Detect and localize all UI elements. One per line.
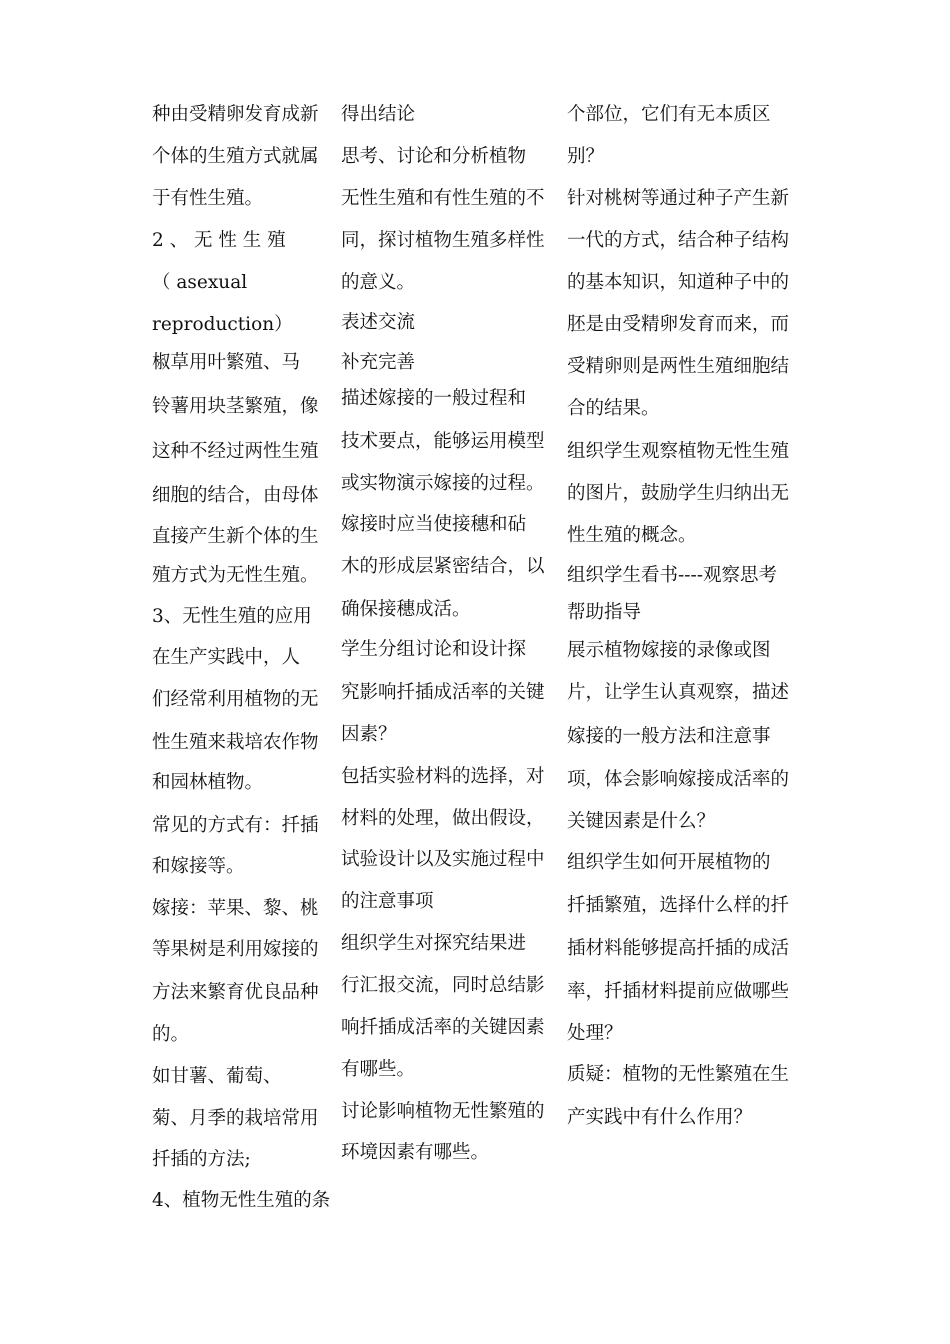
text-line: 组织学生观察植物无性生殖: [567, 441, 790, 462]
text-line: 的。: [152, 1024, 190, 1045]
text-line: 描述嫁接的一般过程和: [341, 388, 527, 409]
text-line: 合的结果。: [567, 398, 660, 419]
text-line: 同，探讨植物生殖多样性: [341, 230, 545, 251]
text-line: 组织学生看书----观察思考: [567, 565, 778, 586]
text-line: 细胞的结合，由母体: [152, 485, 319, 506]
text-line: 扦插繁殖，选择什么样的扦: [567, 895, 790, 916]
text-line: 材料的处理，做出假设，: [341, 808, 545, 829]
text-line: 胚是由受精卵发育而来，而: [567, 314, 790, 335]
text-line: 片，让学生认真观察，描述: [567, 682, 790, 703]
text-line: 补充完善: [341, 352, 416, 373]
text-line: 一代的方式，结合种子结构: [567, 230, 790, 251]
text-line: reproduction）: [152, 314, 293, 335]
text-line: 究影响扦插成活率的关键: [341, 682, 545, 703]
text-line: 展示植物嫁接的录像或图: [567, 640, 771, 661]
text-line: 包括实验材料的选择，对: [341, 766, 545, 787]
text-line: 帮助指导: [567, 602, 642, 623]
text-line: 针对桃树等通过种子产生新: [567, 188, 790, 209]
text-line: 响扦插成活率的关键因素: [341, 1017, 545, 1038]
text-line: 方法来繁育优良品种: [152, 982, 319, 1003]
text-line: 思考、讨论和分析植物: [341, 146, 527, 167]
text-line: 别？: [567, 146, 605, 167]
text-line: 和嫁接等。: [152, 856, 245, 877]
text-line: 等果树是利用嫁接的: [152, 939, 319, 960]
text-line: 插材料能够提高扦插的成活: [567, 938, 790, 959]
text-line: 确保接穗成活。: [341, 599, 471, 620]
text-line: 铃薯用块茎繁殖，像: [152, 396, 319, 417]
text-line: 嫁接的一般方法和注意事: [567, 726, 771, 747]
text-line: 组织学生对探究结果进: [341, 933, 527, 954]
text-line: 嫁接时应当使接穗和砧: [341, 514, 527, 535]
text-line: 表述交流: [341, 312, 416, 333]
section-heading: 4、植物无性生殖的条: [152, 1190, 331, 1211]
text-line: 的注意事项: [341, 891, 434, 912]
text-line: 这种不经过两性生殖: [152, 441, 319, 462]
text-line: 处理？: [567, 1023, 623, 1044]
text-line: 木的形成层紧密结合，以: [341, 556, 545, 577]
text-line: 殖方式为无性生殖。: [152, 565, 319, 586]
text-line: 嫁接：苹果、黎、桃: [152, 898, 319, 919]
text-line: 质疑：植物的无性繁殖在生: [567, 1064, 790, 1085]
text-line: 得出结论: [341, 104, 416, 125]
section-heading: 3、无性生殖的应用: [152, 606, 312, 627]
text-line: 学生分组讨论和设计探: [341, 639, 527, 660]
text-line: 如甘薯、葡萄、: [152, 1066, 282, 1087]
text-line: 因素？: [341, 724, 397, 745]
text-line: 讨论影响植物无性繁殖的: [341, 1101, 545, 1122]
text-line: 性生殖来栽培农作物: [152, 732, 319, 753]
text-line: 率，扦插材料提前应做哪些: [567, 981, 790, 1002]
text-line: （ asexual: [152, 272, 248, 293]
text-line: 在生产实践中，人: [152, 647, 301, 668]
text-line: 种由受精卵发育成新: [152, 104, 319, 125]
text-line: 有哪些。: [341, 1059, 416, 1080]
text-line: 个体的生殖方式就属: [152, 146, 319, 167]
text-line: 扦插的方法;: [152, 1149, 251, 1170]
text-line: 无性生殖和有性生殖的不: [341, 188, 545, 209]
text-line: 的意义。: [341, 272, 416, 293]
text-line: 直接产生新个体的生: [152, 526, 319, 547]
text-line: 于有性生殖。: [152, 188, 264, 209]
text-line: 行汇报交流，同时总结影: [341, 975, 545, 996]
text-line: 试验设计以及实施过程中: [341, 849, 545, 870]
text-line: 的图片，鼓励学生归纳出无: [567, 483, 790, 504]
text-line: 产实践中有什么作用？: [567, 1107, 753, 1128]
text-line: 椒草用叶繁殖、马: [152, 352, 301, 373]
text-line: 菊、月季的栽培常用: [152, 1108, 319, 1129]
text-line: 性生殖的概念。: [567, 525, 697, 546]
text-line: 或实物演示嫁接的过程。: [341, 473, 545, 494]
text-line: 环境因素有哪些。: [341, 1142, 490, 1163]
text-line: 常见的方式有：扦插: [152, 815, 319, 836]
text-line: 技术要点，能够运用模型: [341, 431, 545, 452]
text-line: 关键因素是什么？: [567, 811, 716, 832]
text-line: 项，体会影响嫁接成活率的: [567, 769, 790, 790]
text-line: 的基本知识，知道种子中的: [567, 272, 790, 293]
text-line: 2 、 无 性 生 殖: [152, 230, 286, 251]
text-line: 们经常利用植物的无: [152, 689, 319, 710]
text-line: 组织学生如何开展植物的: [567, 852, 771, 873]
text-line: 受精卵则是两性生殖细胞结: [567, 356, 790, 377]
text-line: 个部位，它们有无本质区: [567, 104, 771, 125]
text-line: 和园林植物。: [152, 772, 264, 793]
